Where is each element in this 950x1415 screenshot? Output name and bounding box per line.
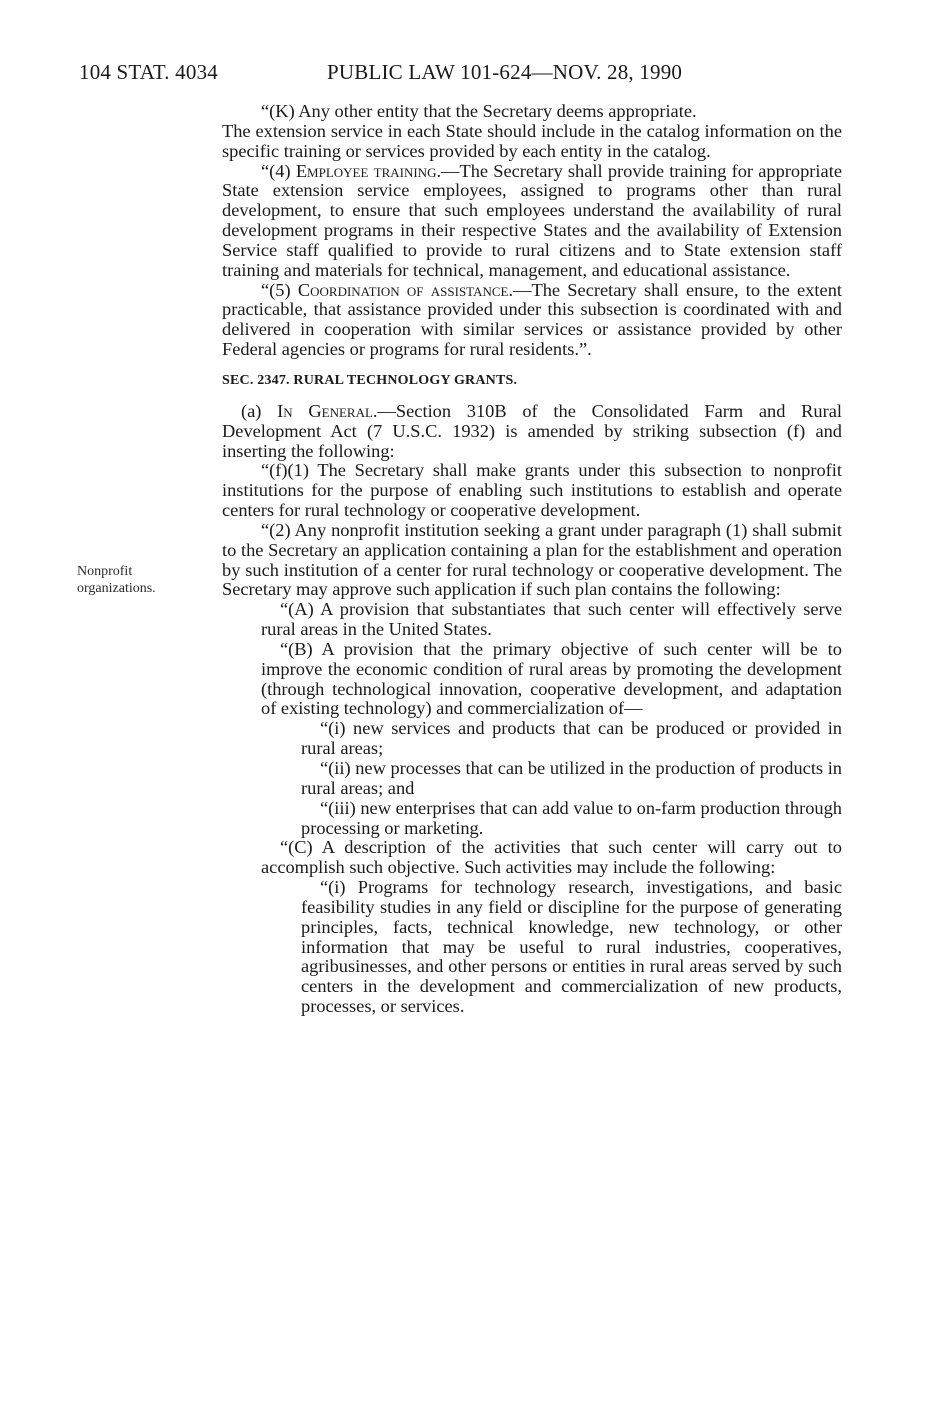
body-text — [222, 102, 842, 1017]
paragraph-employee-training — [222, 162, 842, 281]
paragraph-B-ii: “(ii) new processes that can be utilized in the production of products in rural areas; and — [301, 758, 842, 798]
paragraph-B-i: “(i) new services and products that can be produced or provided in rural areas; — [301, 718, 842, 759]
paragraph-A: “(A) A provision that substantiates that such center will effectively serve rural areas in the United States. — [261, 599, 842, 640]
paragraph-C: “(C) A description of the activities that such center will carry out to accomplish such objective. Such activities may include the following: — [261, 837, 842, 878]
paragraph-4-caption: Employee training — [295, 160, 437, 181]
paragraph-coordination — [222, 281, 842, 360]
paragraph-a-text: .—Section 310B of the Consolidated Farm and Rural Development Act (7 U.S.C. 1932) is amended by striking subsection (f) and inserting the following: — [222, 400, 842, 461]
paragraph-f1: “(f)(1) The Secretary shall make grants under this subsection to nonprofit institutions for the purpose of enabling such institutions to establish and operate centers for rural technology or cooperative development. — [222, 460, 842, 521]
paragraph-4-text: .—The Secretary shall provide training for appropriate State extension service employees, assigned to programs other than rural development, to ensure that such employees understand the availability of rural development programs in their respective States and the availability of Extension Service staff qualified to provide to rural citizens and to State extension staff training and materials for technical, management, and educational assistance. — [222, 160, 842, 280]
statute-page-number: 104 STAT. 4034 — [79, 60, 218, 84]
paragraph-a-lead: (a) — [241, 400, 278, 421]
paragraph-5-text: .—The Secretary shall ensure, to the extent practicable, that assistance provided under this subsection is coordinated with and delivered in cooperation with similar services or assistance provided by other Federal agencies or programs for rural residents.”. — [222, 279, 842, 360]
paragraph-B: “(B) A provision that the primary objective of such center will be to improve the economic condition of rural areas by promoting the development (through technological innovation, cooperative development, and adaptation of existing technology) and commercialization of— — [261, 638, 842, 719]
paragraph-a-in-general — [222, 402, 842, 462]
paragraph-f2: “(2) Any nonprofit institution seeking a grant under paragraph (1) shall submit to the Secretary an application containing a plan for the establishment and operation by such institution of a center for rural technology or cooperative development. The Secretary may approve such application if such plan contains the following: — [222, 519, 842, 600]
section-heading: SEC. 2347. RURAL TECHNOLOGY GRANTS. — [222, 372, 518, 388]
paragraph-5-lead: “(5) — [261, 279, 298, 300]
margin-note-line-2: organizations. — [77, 581, 156, 596]
running-header: PUBLIC LAW 101-624—NOV. 28, 1990 — [327, 60, 683, 84]
paragraph-4-lead: “(4) — [261, 160, 296, 181]
paragraph-B-iii: “(iii) new enterprises that can add value to on-farm production through processing or marketing. — [301, 797, 842, 838]
paragraph-extension-catalog: The extension service in each State should include in the catalog information on the specific training or services provided by each entity in the catalog. — [222, 120, 842, 161]
paragraph-a-caption: In General — [277, 400, 373, 421]
paragraph-C-i: “(i) Programs for technology research, investigations, and basic feasibility studies in any field or discipline for the purpose of generating principles, facts, technical knowledge, new technology, or other information that may be useful to rural industries, cooperatives, agribusinesses, and other persons or entities in rural areas served by such centers in the development and commercialization of new products, processes, or services. — [301, 877, 842, 1017]
paragraph-k: “(K) Any other entity that the Secretary deems appropriate. — [261, 101, 697, 121]
margin-note-line-1: Nonprofit — [77, 564, 133, 579]
paragraph-5-caption: Coordination of assistance — [297, 279, 509, 300]
margin-note — [77, 563, 156, 597]
